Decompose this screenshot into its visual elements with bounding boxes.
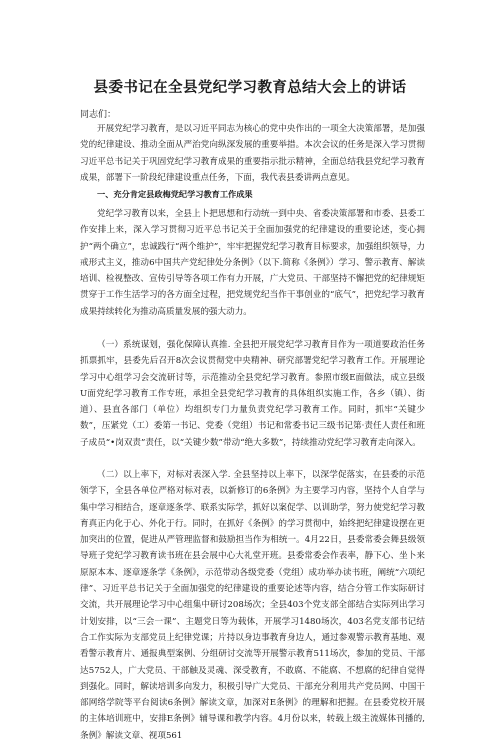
document-title: 县委书记在全县党纪学习教育总结大会上的讲话 <box>93 79 407 96</box>
body-paragraph-1: 党纪学习教育以来，全县上卜把思想和行动统一到中央、省委决策部署和市委、县委工作安排上来，深入学习贯彻习近平总书记关于全面加强党的纪律建设的重要论述，变心拥护“两个确立”，忠诚践行“两个维护”，牢牢把握党纪学习教育目标要求，加强组织领导，力戒形式主义，推动6中国共产党纪律处分条例》（以下.简称《条例》）学习、警示教育、解读培训、检视整改、宣传引导等各项工作有力开展，广大党员、干部坚持不懈把党的纪律规矩贯穿于工作生活学习的各方面全过程，把党规党纪当作干事创业的“底气”，把党纪学习教育成果持续转化为推动高质量发展的强大动力。 <box>80 209 425 317</box>
body-paragraph-3: （二）以上率下，对标对表深入学. 全县坚持以上率下，以深学促落实，在县委的示范领学下，全县各单位严格对标对表，以新修订的6条例》为主要学习内容，坚持个人自学与集中学习相结合，逐章逐条学、联系实际学，抓好以案促学、以训助学，努力使党纪学习教育真正内化于心、外化于行。同时，在抓好《条例》的学习贯彻中，始终把纪律建设摆在更加突出的位置，促进从严管理监督和鼓励担当作为相统一。4月22日，县委常委会舞县级领导班子党纪学习教育读书班在县会展中心大礼堂开班。县委常委会作表率，静下心、坐卜来原原本本、逐章逐条学《条例》，示范带动各级党委（党组）成功举办读书班，阐统“六项纪律”、习近平总书记关于全面加强党的纪律建设的重要论述等内容，结合分管工作实际研讨交流，共开展理论学习中心组集中研讨208场次；全县403个党支部全部结合实际列出学习计划安排，以“三会一课”、主题党日等为载体，开展学习1480场次，403名党支部书记结合工作实际为支部党员上纪律党课；片持以身边事教育身边人，通过参观警示教育基地、观看警示教育片、通报典型案例、分组研讨交流等开展警示教育511场次，参加的党员、干部达5752人，广大党员、干部触及灵魂、深受教育，不敢腐、不能腐、不想腐的纪律自觉得到强化。同时，解读培训多向发力，积极引导广大党员、干部充分利用共产党员网、中国干部网络学院等平台阅读6条例》解读文章，加深对E条例》的理解和把握。在县委党校开展的主体培训班中，安排E条例》辅导课和教学内容。4月份以来，转载上级主流媒体刊播的, 条例》解读文章、视项561 <box>80 470 425 741</box>
intro-paragraph: 开展党纪学习教育，是以习近平同志为核心的党中央作出的一项全大决策部署，是加强党的纪律建设、推动全面从严治党向纵深发展的重要举措。本次会议的任务是深入学习贯彻习近平总书记关于巩固党纪学习教育成果的重要指示批示精神，全面总结我县党纪学习教育成果，部署下一阶段纪律建设重点任务，下面，我代表县委讲两点意见。 <box>80 124 425 183</box>
section-heading: 一、充分肯定县政梅党纪学习教育工作成果 <box>97 189 253 199</box>
salutation: 同志们： <box>80 110 117 120</box>
body-paragraph-2: （一）系统谋划，强化保障认真推. 全县把开展党纪学习教育目作为一项道要政治任务抓票抓牢，县委先后召开8次会议贯彻党中央精神、研究部署党纪学习教育工作。开展理论学习中心组学习会交流研讨等，示范推动全县党纪学习教育。参照市级E面做法，成立县级U面党纪学习教育工作专班，承担全县党纪学习教育的具体组织实施工作，各乡（镇）、街道）、县直各部门（单位）均组织专门力量负责党纪学习教育工作。同时，抓牢“关键少数”，压紧党（工）委第一书记、党委（党组）书记和常委书记三级书记第·责任人责任和班子成员“•岗双责”责任，以“关键少数”带动“绝大多数”，持续推动党纪学习教育走向深入。 <box>80 340 425 448</box>
